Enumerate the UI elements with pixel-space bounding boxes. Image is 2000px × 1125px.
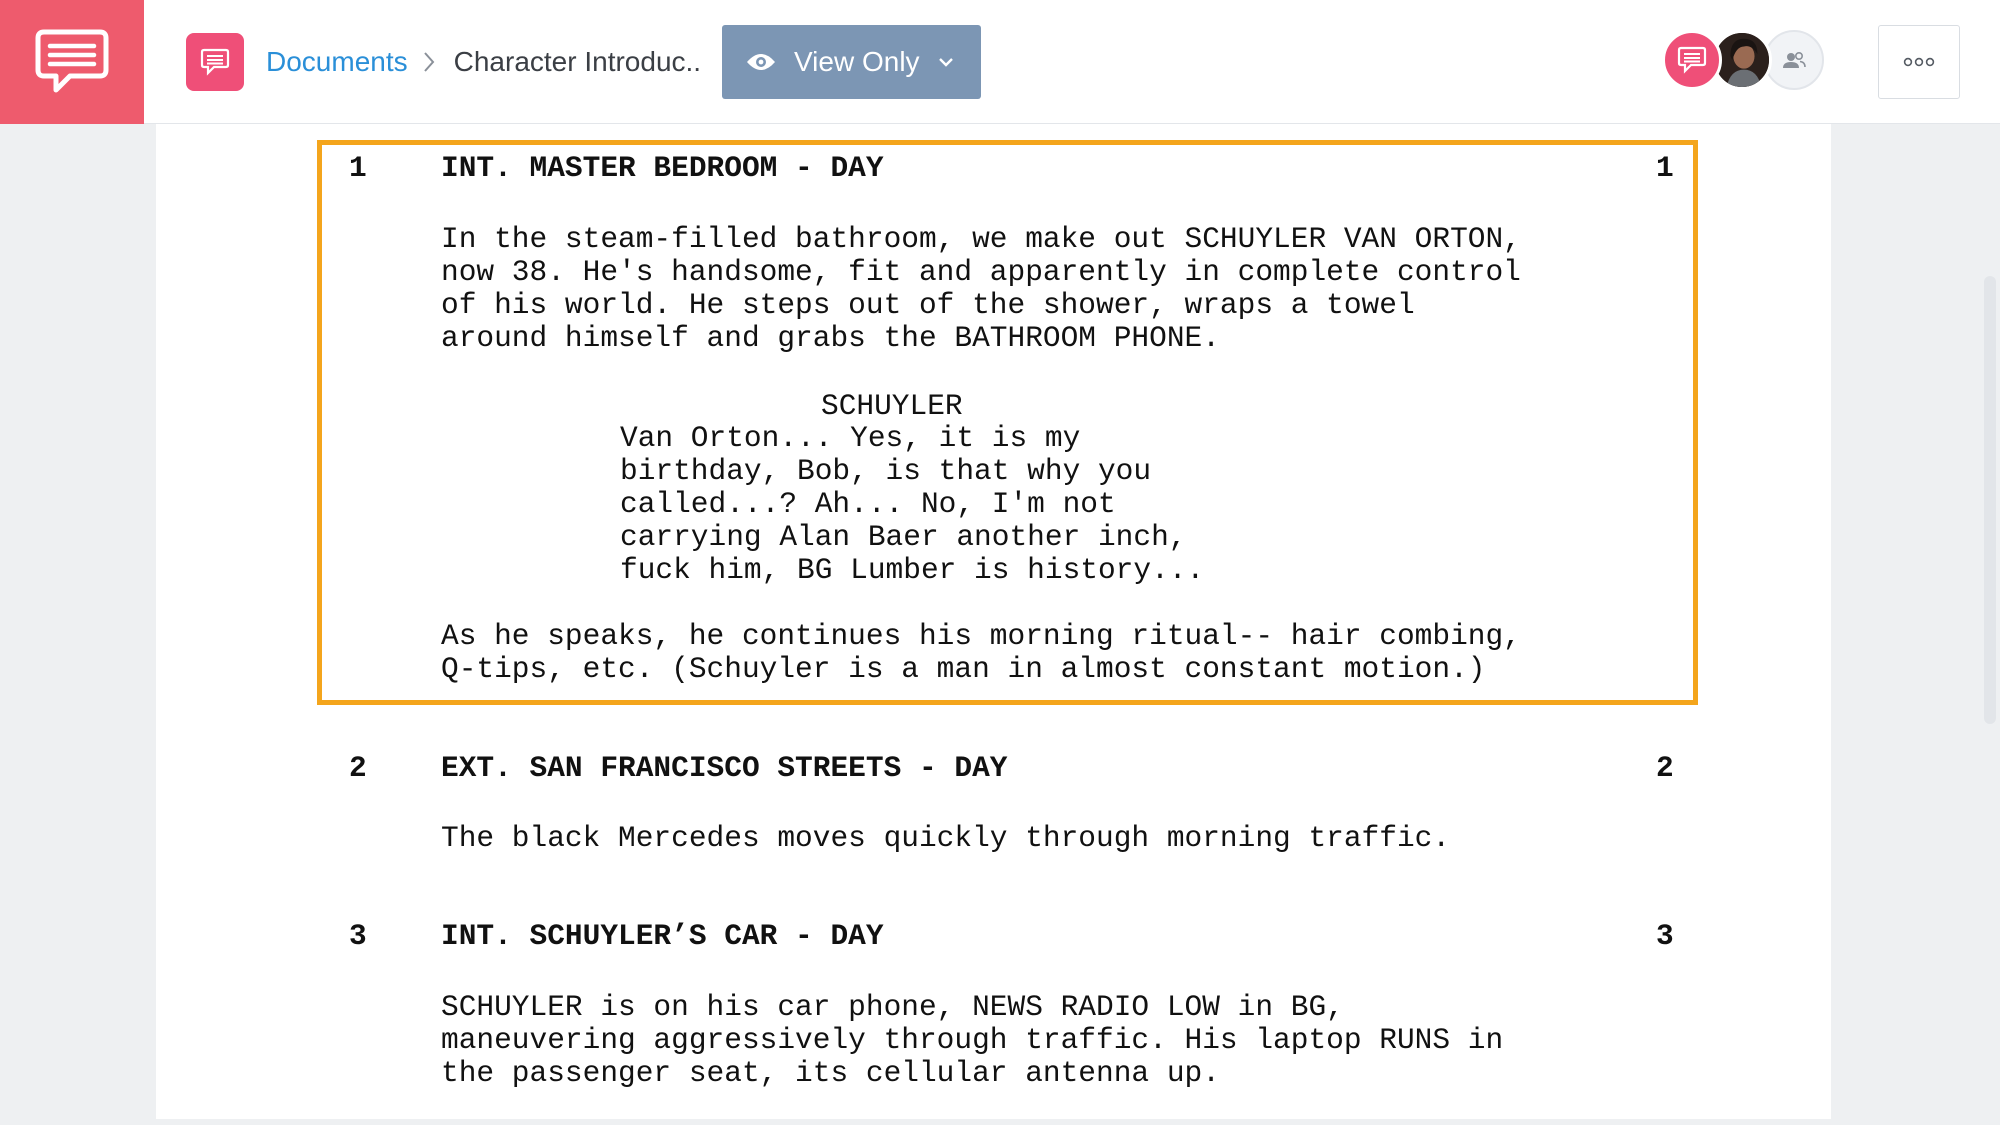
action-text: The black Mercedes moves quickly through morning traffic. xyxy=(441,821,1451,855)
scrollbar[interactable] xyxy=(1984,276,1996,724)
character-name: SCHUYLER xyxy=(821,389,963,423)
top-bar xyxy=(0,0,2000,124)
avatar[interactable] xyxy=(1662,30,1722,90)
view-mode-dropdown[interactable] xyxy=(722,25,981,99)
scene-heading: INT. MASTER BEDROOM - DAY xyxy=(441,151,884,185)
breadcrumb-documents-link[interactable]: Documents xyxy=(266,46,408,77)
scene-heading: INT. SCHUYLER’S CAR - DAY xyxy=(441,919,884,953)
eye-icon xyxy=(746,52,776,72)
chat-bubble-icon xyxy=(1677,46,1707,74)
ellipsis-icon xyxy=(1903,57,1935,67)
scene-number: 2 xyxy=(349,751,367,785)
action-text: In the steam-filled bathroom, we make out SCHUYLER VAN ORTON, now 38. He's handsome, fit and apparently in complete control of his world. He steps out of the shower, wraps a towel around himself and grabs the BATHROOM PHONE. xyxy=(441,222,1521,355)
dialogue-text: Van Orton... Yes, it is my birthday, Bob, is that why you called...? Ah... No, I'm not carrying Alan Baer another inch, fuck him, BG Lumber is history... xyxy=(620,421,1205,587)
view-mode-label: View Only xyxy=(794,46,920,77)
scene-number: 1 xyxy=(1656,151,1674,185)
scene-number: 3 xyxy=(1656,919,1674,953)
breadcrumb xyxy=(266,0,701,124)
breadcrumb-current-document[interactable]: Character Introduc.. xyxy=(453,46,702,77)
scene-number: 3 xyxy=(349,919,367,953)
scene-heading: EXT. SAN FRANCISCO STREETS - DAY xyxy=(441,751,1008,785)
users-icon xyxy=(1782,51,1806,69)
user-photo xyxy=(1715,32,1769,88)
more-options-button[interactable] xyxy=(1878,25,1960,99)
app-icon-button[interactable] xyxy=(186,33,244,91)
action-text: As he speaks, he continues his morning ritual-- hair combing, Q-tips, etc. (Schuyler is a man in almost constant motion.) xyxy=(441,619,1521,686)
app-logo[interactable] xyxy=(0,0,144,124)
action-text: SCHUYLER is on his car phone, NEWS RADIO LOW in BG, maneuvering aggressively through traffic. His laptop RUNS in the passenger seat, its cellular antenna up. xyxy=(441,990,1504,1090)
chat-bubble-icon xyxy=(200,48,230,76)
chat-bubble-icon xyxy=(34,26,110,98)
scene-number: 2 xyxy=(1656,751,1674,785)
chevron-right-icon xyxy=(422,50,436,74)
scene-number: 1 xyxy=(349,151,367,185)
share-users-button[interactable] xyxy=(1764,30,1824,90)
chevron-down-icon xyxy=(938,57,954,67)
